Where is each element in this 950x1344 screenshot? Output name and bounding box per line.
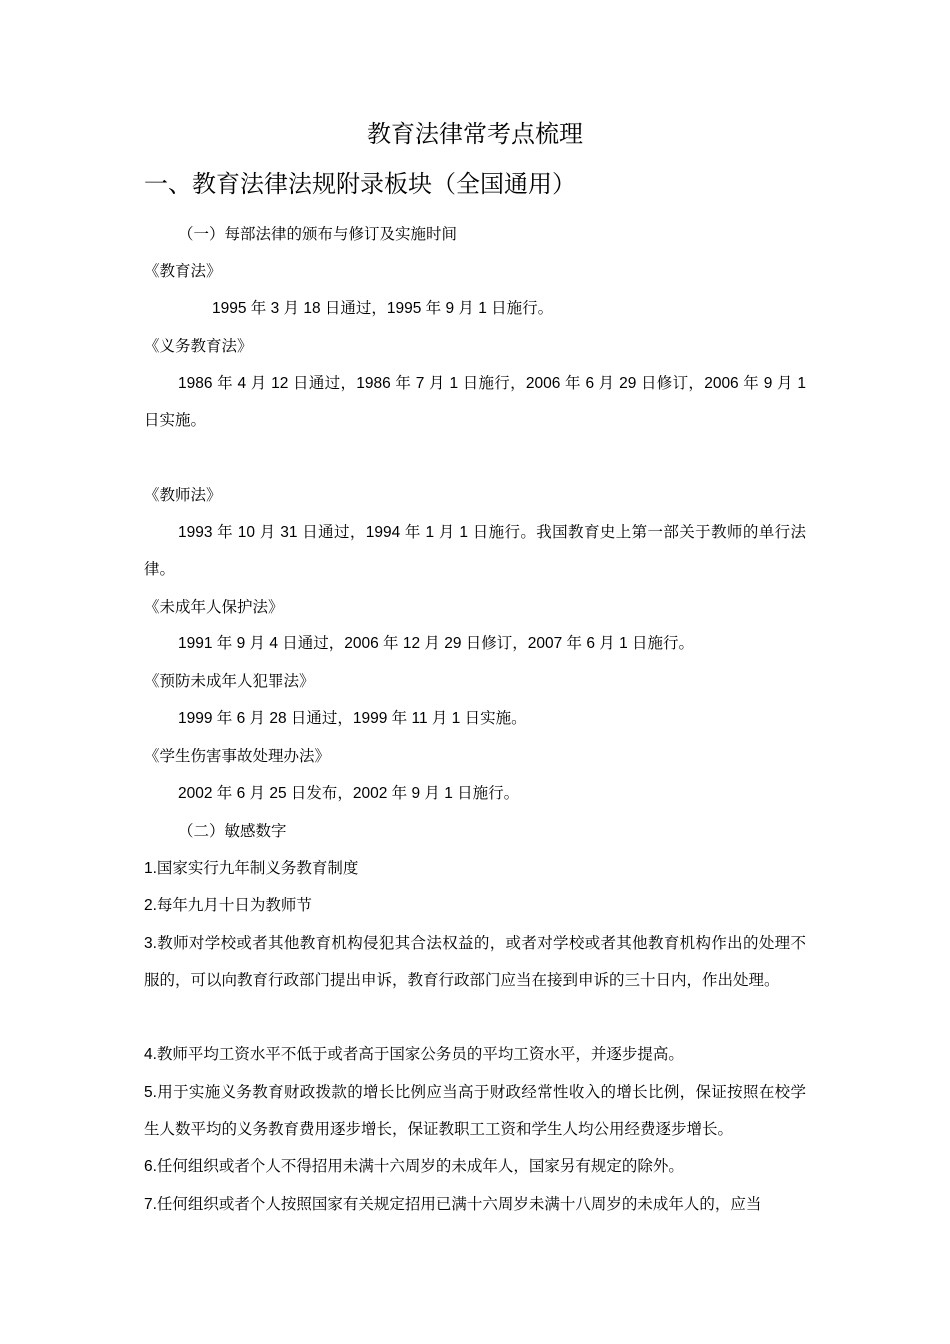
- document-title: 教育法律常考点梳理: [367, 120, 583, 148]
- list-item: 3.教师对学校或者其他教育机构侵犯其合法权益的，或者对学校或者其他教育机构作出的处理不服的，可以向教育行政部门提出申诉，教育行政部门应当在接到申诉的三十日内，作出处理。: [144, 935, 806, 989]
- law-name-teachers: 《教师法》: [144, 486, 222, 504]
- law-text-minors-protection: 1991 年 9 月 4 日通过，2006 年 12 月 29 日修订，2007 年 6 月 1 日施行。: [178, 635, 695, 652]
- law-text-teachers: 1993 年 10 月 31 日通过，1994 年 1 月 1 日施行。我国教育史上第一部关于教师的单行法律。: [144, 524, 806, 578]
- law-text-delinquency-prevention: 1999 年 6 月 28 日通过，1999 年 11 月 1 日实施。: [178, 710, 527, 727]
- law-name-student-injury: 《学生伤害事故处理办法》: [144, 747, 331, 765]
- section-1-heading: （一）每部法律的颁布与修订及实施时间: [178, 225, 458, 243]
- list-item: 6.任何组织或者个人不得招用未满十六周岁的未成年人，国家另有规定的除外。: [144, 1158, 684, 1175]
- law-name-education: 《教育法》: [144, 262, 222, 280]
- list-item: 7.任何组织或者个人按照国家有关规定招用已满十六周岁未满十八周岁的未成年人的，应当: [144, 1196, 762, 1213]
- law-text-student-injury: 2002 年 6 月 25 日发布，2002 年 9 月 1 日施行。: [178, 785, 520, 802]
- section-2-heading: （二）敏感数字: [178, 822, 287, 840]
- law-name-delinquency-prevention: 《预防未成年人犯罪法》: [144, 672, 315, 690]
- law-name-minors-protection: 《未成年人保护法》: [144, 598, 284, 616]
- list-item: 1.国家实行九年制义务教育制度: [144, 860, 359, 877]
- list-item: 5.用于实施义务教育财政拨款的增长比例应当高于财政经常性收入的增长比例，保证按照在校学生人数平均的义务教育费用逐步增长，保证教职工工资和学生人均公用经费逐步增长。: [144, 1084, 806, 1138]
- law-name-compulsory-education: 《义务教育法》: [144, 337, 253, 355]
- law-text-compulsory-education: 1986 年 4 月 12 日通过，1986 年 7 月 1 日施行，2006 年 6 月 29 日修订，2006 年 9 月 1 日实施。: [144, 375, 806, 429]
- list-item: 2.每年九月十日为教师节: [144, 897, 312, 914]
- heading-1: 一、教育法律法规附录板块（全国通用）: [144, 170, 576, 198]
- list-item: 4.教师平均工资水平不低于或者高于国家公务员的平均工资水平，并逐步提高。: [144, 1046, 684, 1063]
- law-text-education: 1995 年 3 月 18 日通过，1995 年 9 月 1 日施行。: [212, 300, 554, 317]
